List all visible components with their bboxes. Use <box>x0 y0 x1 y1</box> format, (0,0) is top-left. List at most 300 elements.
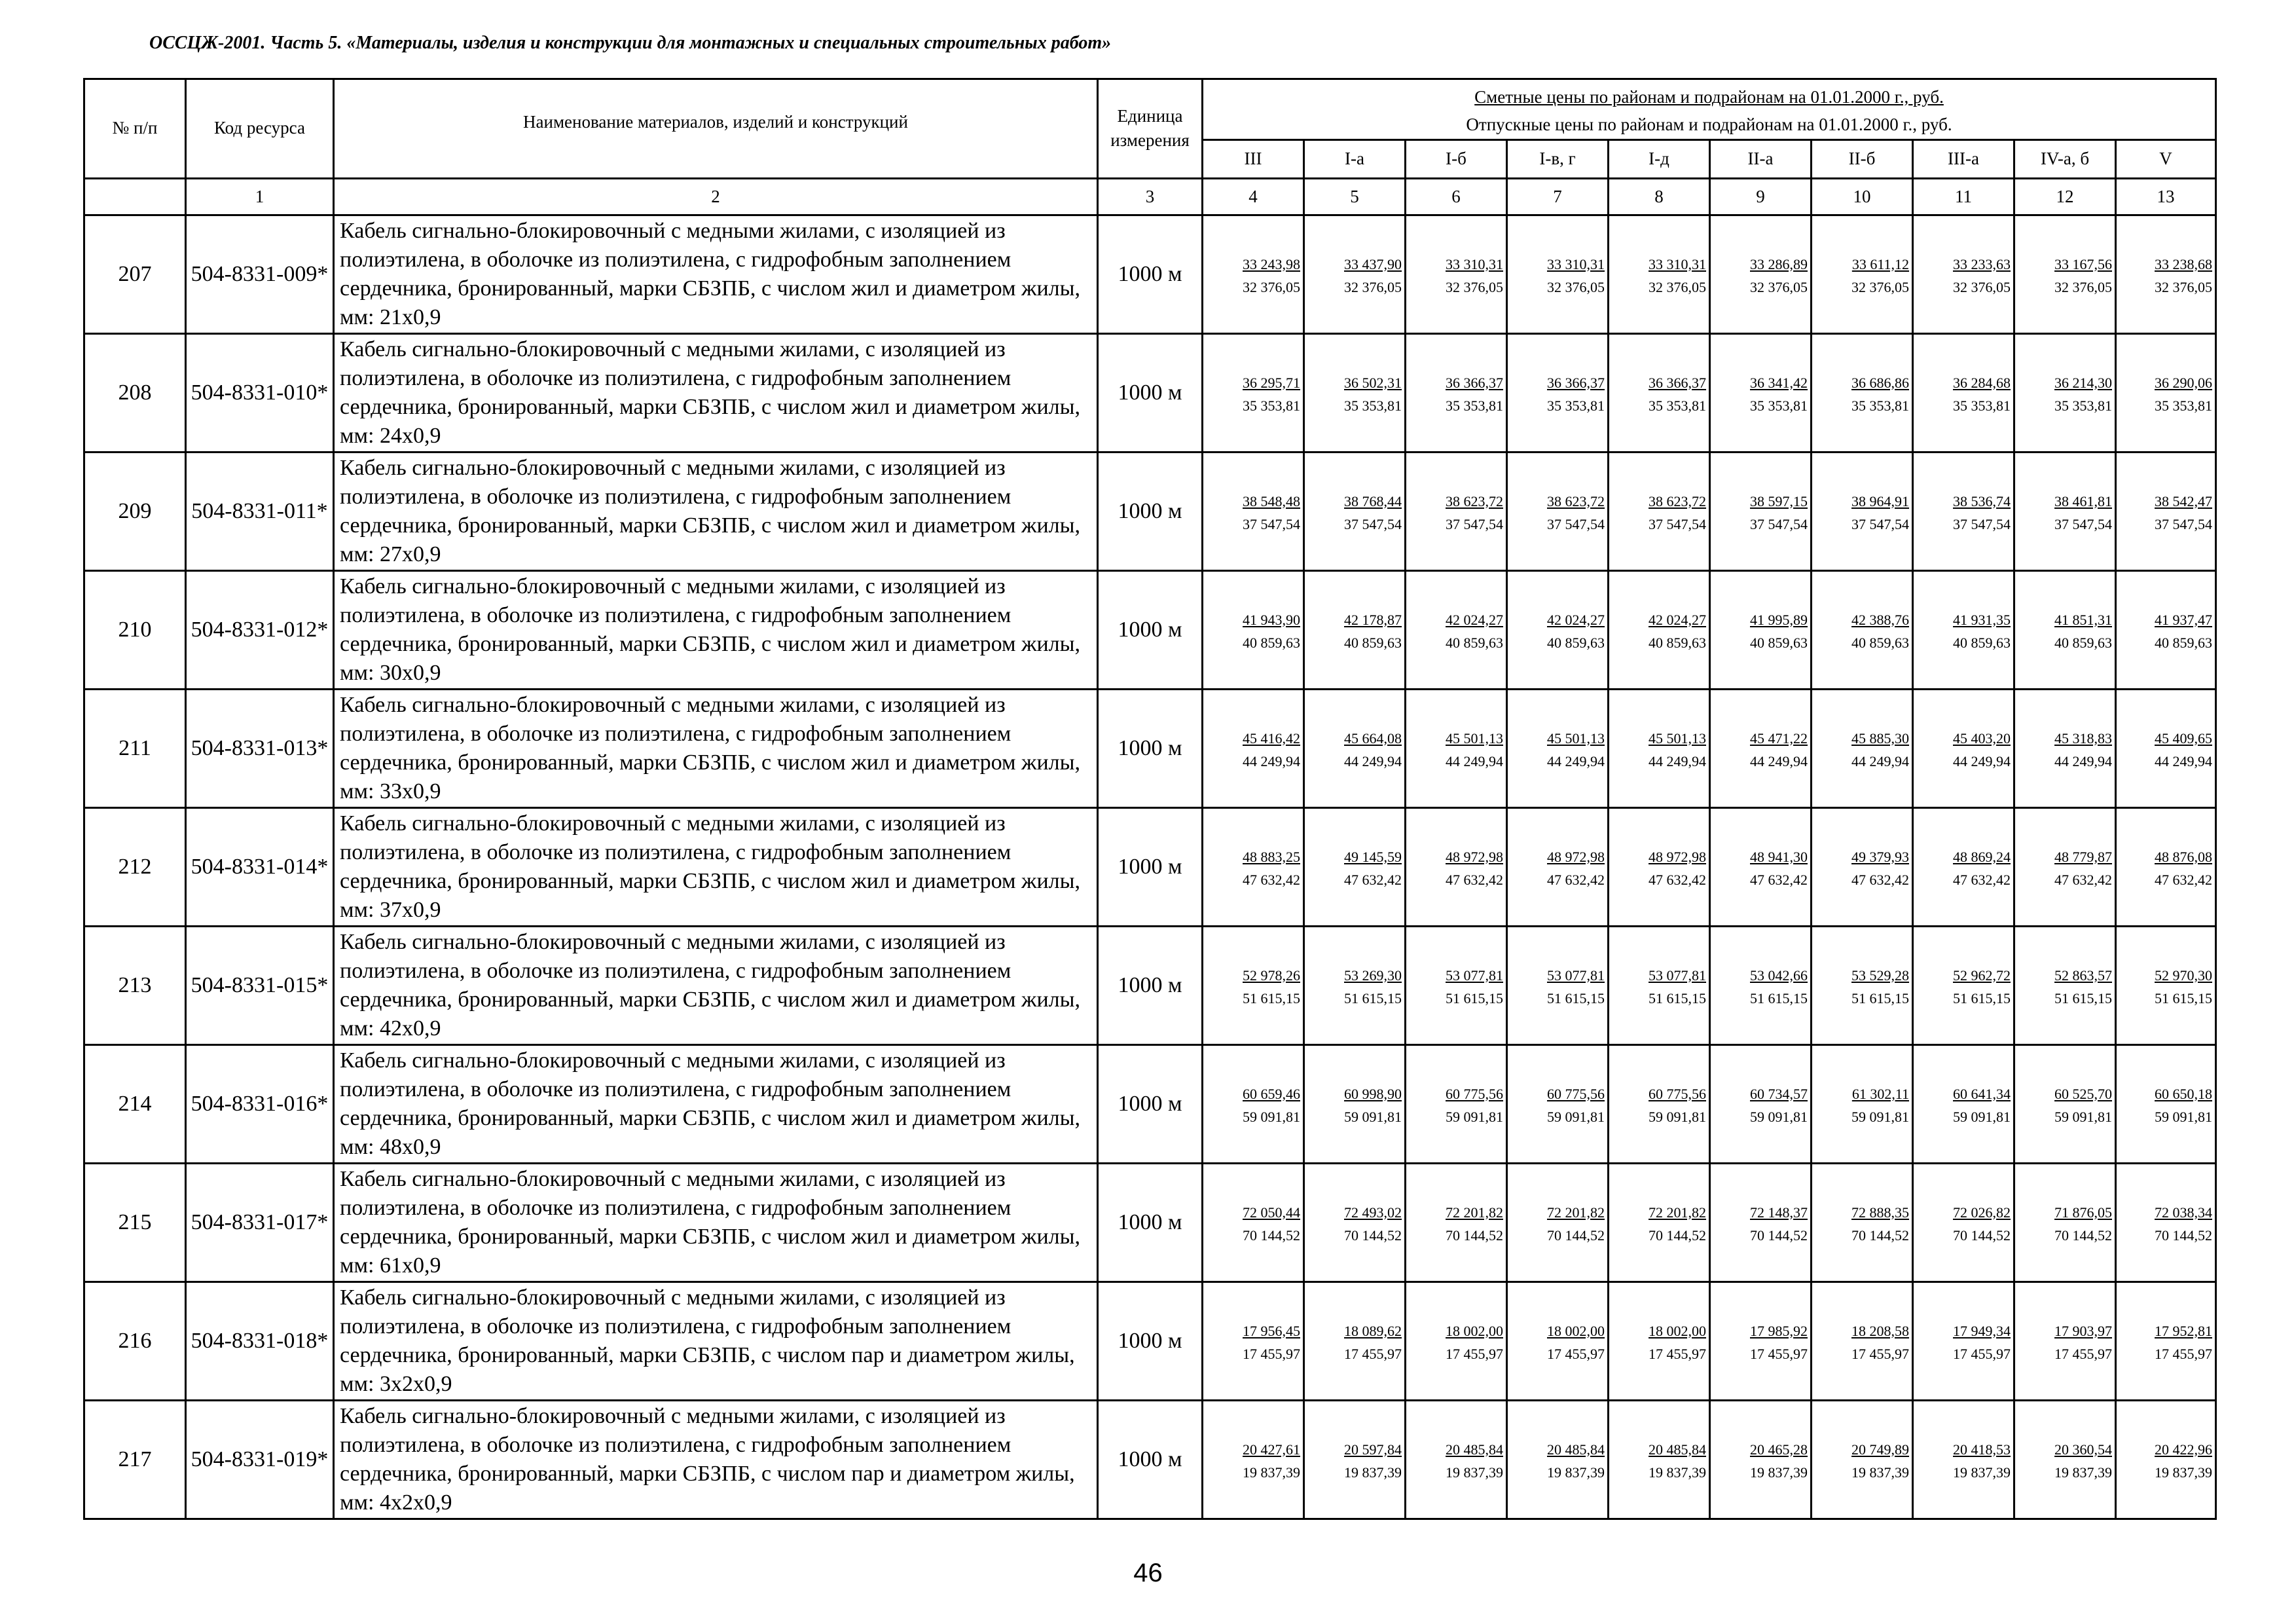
estimate-price: 72 026,82 <box>1953 1204 2011 1221</box>
price-cell <box>1812 1163 1913 1282</box>
table-row <box>84 215 2216 333</box>
price-cell <box>2116 333 2216 452</box>
release-price: 37 547,54 <box>1851 515 1909 532</box>
release-price: 17 455,97 <box>1953 1345 2011 1362</box>
release-price: 35 353,81 <box>2155 397 2212 414</box>
column-number-cell: 13 <box>2116 178 2216 215</box>
estimate-price: 72 201,82 <box>1547 1204 1605 1221</box>
release-price: 44 249,94 <box>1750 752 1808 769</box>
price-cell <box>1710 807 1812 926</box>
price-cell <box>1406 1400 1507 1519</box>
column-number-cell: 9 <box>1710 178 1812 215</box>
price-cell <box>1304 807 1406 926</box>
release-price: 37 547,54 <box>1547 515 1605 532</box>
price-cell <box>1304 452 1406 570</box>
estimate-price: 36 502,31 <box>1344 374 1402 391</box>
release-price: 47 632,42 <box>2155 871 2212 888</box>
estimate-price: 60 650,18 <box>2155 1085 2212 1102</box>
estimate-price: 36 284,68 <box>1953 374 2011 391</box>
release-price: 44 249,94 <box>1547 752 1605 769</box>
release-price: 70 144,52 <box>2054 1227 2112 1244</box>
release-price: 17 455,97 <box>1243 1345 1300 1362</box>
release-price: 59 091,81 <box>1851 1108 1909 1125</box>
release-price: 35 353,81 <box>1344 397 1402 414</box>
price-cell <box>2014 926 2116 1044</box>
price-cell <box>1913 1044 2014 1163</box>
price-cell <box>1812 1282 1913 1400</box>
row-number: 208 <box>84 333 186 452</box>
estimate-price: 42 024,27 <box>1547 611 1605 628</box>
price-cell <box>1406 215 1507 333</box>
release-price: 32 376,05 <box>2155 278 2212 295</box>
price-cell <box>1812 452 1913 570</box>
release-price: 51 615,15 <box>1243 989 1300 1006</box>
estimate-price: 36 366,37 <box>1446 374 1503 391</box>
estimate-price: 60 659,46 <box>1243 1085 1300 1102</box>
release-price: 37 547,54 <box>1750 515 1808 532</box>
column-number-cell: 11 <box>1913 178 2014 215</box>
region-header-cell: I-б <box>1406 139 1507 178</box>
price-cell <box>2116 452 2216 570</box>
page-number: 46 <box>1133 1559 1163 1587</box>
material-name: Кабель сигнально-блокировочный с медными жилами, с изоляцией из полиэтилена, в оболочке из полиэтилена, с гидрофобным заполнением сердечника, бронированный, марки СБЗПБ, с числом жил и диаметром жилы, мм: 21х0,9 <box>334 215 1098 333</box>
release-price: 59 091,81 <box>1953 1108 2011 1125</box>
release-price: 47 632,42 <box>2054 871 2112 888</box>
price-cell <box>1609 1044 1710 1163</box>
region-header-cell: I-д <box>1609 139 1710 178</box>
estimate-price: 53 077,81 <box>1446 967 1503 984</box>
release-price: 19 837,39 <box>2054 1464 2112 1481</box>
estimate-price: 45 501,13 <box>1446 729 1503 747</box>
column-number-cell: 10 <box>1812 178 1913 215</box>
page-header: ОССЦЖ-2001. Часть 5. «Материалы, изделия и конструкции для монтажных и специальных строительных работ» <box>149 33 1112 53</box>
release-price: 40 859,63 <box>1649 634 1706 651</box>
estimate-price: 33 437,90 <box>1344 255 1402 272</box>
estimate-price: 33 611,12 <box>1851 255 1909 272</box>
estimate-price: 20 360,54 <box>2054 1441 2112 1458</box>
price-cell <box>1609 926 1710 1044</box>
price-cell <box>1406 1163 1507 1282</box>
estimate-price: 17 903,97 <box>2054 1322 2112 1339</box>
release-price: 40 859,63 <box>2155 634 2212 651</box>
estimate-price: 60 641,34 <box>1953 1085 2011 1102</box>
price-cell <box>1913 570 2014 689</box>
estimate-price: 72 201,82 <box>1446 1204 1503 1221</box>
estimate-price: 38 964,91 <box>1851 492 1909 509</box>
unit-of-measure: 1000 м <box>1098 452 1203 570</box>
region-header-cell: IV-а, б <box>2014 139 2116 178</box>
material-name: Кабель сигнально-блокировочный с медными жилами, с изоляцией из полиэтилена, в оболочке из полиэтилена, с гидрофобным заполнением сердечника, бронированный, марки СБЗПБ, с числом пар и диаметром жилы, мм: 4х2х0,9 <box>334 1400 1098 1519</box>
release-price: 37 547,54 <box>2155 515 2212 532</box>
column-number-cell: 1 <box>186 178 334 215</box>
estimate-price: 33 233,63 <box>1953 255 2011 272</box>
price-cell <box>2014 333 2116 452</box>
release-price: 40 859,63 <box>1243 634 1300 651</box>
header-estimate-prices: Сметные цены по районам и подрайонам на 01.01.2000 г., руб. <box>1474 87 1944 107</box>
estimate-price: 42 024,27 <box>1649 611 1706 628</box>
estimate-price: 52 863,57 <box>2054 967 2112 984</box>
resource-code: 504-8331-013* <box>186 689 334 807</box>
price-cell <box>1507 570 1609 689</box>
price-cell <box>1710 215 1812 333</box>
resource-code: 504-8331-015* <box>186 926 334 1044</box>
release-price: 47 632,42 <box>1851 871 1909 888</box>
release-price: 40 859,63 <box>1446 634 1503 651</box>
estimate-price: 33 243,98 <box>1243 255 1300 272</box>
price-cell <box>1913 1282 2014 1400</box>
material-name: Кабель сигнально-блокировочный с медными жилами, с изоляцией из полиэтилена, в оболочке из полиэтилена, с гидрофобным заполнением сердечника, бронированный, марки СБЗПБ, с числом жил и диаметром жилы, мм: 48х0,9 <box>334 1044 1098 1163</box>
price-cell <box>2116 689 2216 807</box>
estimate-price: 72 201,82 <box>1649 1204 1706 1221</box>
estimate-price: 48 972,98 <box>1649 848 1706 865</box>
table-row <box>84 1163 2216 1282</box>
estimate-price: 72 148,37 <box>1750 1204 1808 1221</box>
column-number-cell <box>84 178 186 215</box>
table-body <box>84 215 2216 1519</box>
price-cell <box>1913 452 2014 570</box>
release-price: 59 091,81 <box>2054 1108 2112 1125</box>
estimate-price: 36 686,86 <box>1851 374 1909 391</box>
release-price: 59 091,81 <box>1446 1108 1503 1125</box>
release-price: 19 837,39 <box>1750 1464 1808 1481</box>
table-row <box>84 689 2216 807</box>
release-price: 37 547,54 <box>1953 515 2011 532</box>
estimate-price: 41 995,89 <box>1750 611 1808 628</box>
row-number: 217 <box>84 1400 186 1519</box>
price-cell <box>2116 1282 2216 1400</box>
estimate-price: 17 949,34 <box>1953 1322 2011 1339</box>
release-price: 17 455,97 <box>2054 1345 2112 1362</box>
estimate-price: 36 214,30 <box>2054 374 2112 391</box>
price-cell <box>1913 689 2014 807</box>
estimate-price: 18 089,62 <box>1344 1322 1402 1339</box>
price-cell <box>2014 452 2116 570</box>
price-cell <box>1304 570 1406 689</box>
price-cell <box>1913 215 2014 333</box>
price-cell <box>1507 452 1609 570</box>
estimate-price: 38 623,72 <box>1547 492 1605 509</box>
release-price: 19 837,39 <box>1851 1464 1909 1481</box>
price-cell <box>1913 1400 2014 1519</box>
price-cell <box>1507 926 1609 1044</box>
release-price: 59 091,81 <box>1243 1108 1300 1125</box>
price-cell <box>1609 689 1710 807</box>
unit-of-measure: 1000 м <box>1098 689 1203 807</box>
price-cell <box>1203 689 1304 807</box>
price-cell <box>1812 1044 1913 1163</box>
estimate-price: 38 623,72 <box>1649 492 1706 509</box>
release-price: 19 837,39 <box>1953 1464 2011 1481</box>
price-cell <box>1406 452 1507 570</box>
price-cell <box>1304 926 1406 1044</box>
estimate-price: 18 002,00 <box>1446 1322 1503 1339</box>
release-price: 19 837,39 <box>2155 1464 2212 1481</box>
price-cell <box>1203 1044 1304 1163</box>
estimate-price: 38 548,48 <box>1243 492 1300 509</box>
estimate-price: 38 597,15 <box>1750 492 1808 509</box>
estimate-price: 33 310,31 <box>1547 255 1605 272</box>
estimate-price: 36 290,06 <box>2155 374 2212 391</box>
row-number: 212 <box>84 807 186 926</box>
region-header-cell: II-б <box>1812 139 1913 178</box>
header-col-code: Код ресурса <box>186 79 334 179</box>
estimate-price: 53 269,30 <box>1344 967 1402 984</box>
price-cell <box>1812 333 1913 452</box>
price-cell <box>1710 1282 1812 1400</box>
estimate-price: 52 970,30 <box>2155 967 2212 984</box>
estimate-price: 52 978,26 <box>1243 967 1300 984</box>
estimate-price: 38 542,47 <box>2155 492 2212 509</box>
material-name: Кабель сигнально-блокировочный с медными жилами, с изоляцией из полиэтилена, в оболочке из полиэтилена, с гидрофобным заполнением сердечника, бронированный, марки СБЗПБ, с числом жил и диаметром жилы, мм: 42х0,9 <box>334 926 1098 1044</box>
release-price: 32 376,05 <box>1953 278 2011 295</box>
price-cell <box>2116 1163 2216 1282</box>
estimate-price: 48 972,98 <box>1547 848 1605 865</box>
release-price: 51 615,15 <box>2054 989 2112 1006</box>
row-number: 213 <box>84 926 186 1044</box>
release-price: 40 859,63 <box>1547 634 1605 651</box>
estimate-price: 53 042,66 <box>1750 967 1808 984</box>
header-col-no: № п/п <box>84 79 186 179</box>
estimate-price: 48 869,24 <box>1953 848 2011 865</box>
estimate-price: 20 465,28 <box>1750 1441 1808 1458</box>
estimate-price: 45 885,30 <box>1851 729 1909 747</box>
header-release-prices: Отпускные цены по районам и подрайонам на 01.01.2000 г., руб. <box>1466 114 1952 134</box>
unit-of-measure: 1000 м <box>1098 570 1203 689</box>
column-number-cell: 3 <box>1098 178 1203 215</box>
table-row <box>84 1044 2216 1163</box>
release-price: 47 632,42 <box>1750 871 1808 888</box>
column-number-cell: 12 <box>2014 178 2116 215</box>
price-cell <box>1812 1400 1913 1519</box>
estimate-price: 33 310,31 <box>1446 255 1503 272</box>
release-price: 51 615,15 <box>1953 989 2011 1006</box>
price-cell <box>1406 689 1507 807</box>
price-cell <box>2116 570 2216 689</box>
price-cell <box>1406 1044 1507 1163</box>
release-price: 47 632,42 <box>1243 871 1300 888</box>
estimate-price: 71 876,05 <box>2054 1204 2112 1221</box>
price-cell <box>2014 689 2116 807</box>
header-col-name: Наименование материалов, изделий и конструкций <box>334 79 1098 179</box>
release-price: 17 455,97 <box>1649 1345 1706 1362</box>
release-price: 19 837,39 <box>1446 1464 1503 1481</box>
release-price: 17 455,97 <box>1446 1345 1503 1362</box>
estimate-price: 48 972,98 <box>1446 848 1503 865</box>
table-row <box>84 452 2216 570</box>
column-number-cell: 7 <box>1507 178 1609 215</box>
region-header-cell: V <box>2116 139 2216 178</box>
estimate-price: 45 501,13 <box>1649 729 1706 747</box>
estimate-price: 20 749,89 <box>1851 1441 1909 1458</box>
release-price: 40 859,63 <box>2054 634 2112 651</box>
unit-of-measure: 1000 м <box>1098 215 1203 333</box>
release-price: 47 632,42 <box>1649 871 1706 888</box>
release-price: 51 615,15 <box>1649 989 1706 1006</box>
estimate-price: 72 493,02 <box>1344 1204 1402 1221</box>
estimate-price: 60 998,90 <box>1344 1085 1402 1102</box>
estimate-price: 60 775,56 <box>1649 1085 1706 1102</box>
release-price: 40 859,63 <box>1344 634 1402 651</box>
release-price: 17 455,97 <box>1851 1345 1909 1362</box>
estimate-price: 48 941,30 <box>1750 848 1808 865</box>
estimate-price: 61 302,11 <box>1851 1085 1909 1102</box>
price-cell <box>2014 1400 2116 1519</box>
release-price: 44 249,94 <box>1243 752 1300 769</box>
price-cell <box>1507 1044 1609 1163</box>
price-cell <box>1304 215 1406 333</box>
release-price: 44 249,94 <box>1344 752 1402 769</box>
resource-code: 504-8331-014* <box>186 807 334 926</box>
release-price: 70 144,52 <box>1547 1227 1605 1244</box>
price-cell <box>1812 926 1913 1044</box>
row-number: 209 <box>84 452 186 570</box>
region-header-cell: I-а <box>1304 139 1406 178</box>
release-price: 44 249,94 <box>2155 752 2212 769</box>
price-cell <box>1203 1163 1304 1282</box>
estimate-price: 60 775,56 <box>1446 1085 1503 1102</box>
release-price: 37 547,54 <box>1243 515 1300 532</box>
price-cell <box>1609 570 1710 689</box>
estimate-price: 33 286,89 <box>1750 255 1808 272</box>
price-cell <box>1507 1163 1609 1282</box>
estimate-price: 33 167,56 <box>2054 255 2112 272</box>
release-price: 17 455,97 <box>1547 1345 1605 1362</box>
material-name: Кабель сигнально-блокировочный с медными жилами, с изоляцией из полиэтилена, в оболочке из полиэтилена, с гидрофобным заполнением сердечника, бронированный, марки СБЗПБ, с числом пар и диаметром жилы, мм: 3х2х0,9 <box>334 1282 1098 1400</box>
table-row <box>84 570 2216 689</box>
row-number: 215 <box>84 1163 186 1282</box>
price-cell <box>1710 1044 1812 1163</box>
table-row <box>84 1282 2216 1400</box>
price-cell <box>1710 333 1812 452</box>
estimate-price: 36 341,42 <box>1750 374 1808 391</box>
price-cell <box>1304 1044 1406 1163</box>
release-price: 44 249,94 <box>1649 752 1706 769</box>
row-number: 210 <box>84 570 186 689</box>
resource-code: 504-8331-016* <box>186 1044 334 1163</box>
estimate-price: 17 956,45 <box>1243 1322 1300 1339</box>
price-cell <box>2014 807 2116 926</box>
estimate-price: 45 501,13 <box>1547 729 1605 747</box>
estimate-price: 41 851,31 <box>2054 611 2112 628</box>
price-cell <box>1203 926 1304 1044</box>
price-cell <box>1203 570 1304 689</box>
estimate-price: 20 427,61 <box>1243 1441 1300 1458</box>
price-cell <box>1304 689 1406 807</box>
price-cell <box>1609 333 1710 452</box>
table-row <box>84 1400 2216 1519</box>
price-cell <box>1913 333 2014 452</box>
release-price: 70 144,52 <box>1750 1227 1808 1244</box>
price-cell <box>1406 807 1507 926</box>
estimate-price: 60 734,57 <box>1750 1085 1808 1102</box>
estimate-price: 49 379,93 <box>1851 848 1909 865</box>
price-cell <box>1304 1163 1406 1282</box>
release-price: 35 353,81 <box>1851 397 1909 414</box>
resource-code: 504-8331-011* <box>186 452 334 570</box>
resource-code: 504-8331-009* <box>186 215 334 333</box>
table-row <box>84 333 2216 452</box>
price-cell <box>2014 1163 2116 1282</box>
release-price: 35 353,81 <box>1547 397 1605 414</box>
price-cell <box>1609 452 1710 570</box>
release-price: 40 859,63 <box>1750 634 1808 651</box>
row-number: 207 <box>84 215 186 333</box>
estimate-price: 53 077,81 <box>1547 967 1605 984</box>
resource-code: 504-8331-019* <box>186 1400 334 1519</box>
estimate-price: 53 077,81 <box>1649 967 1706 984</box>
unit-of-measure: 1000 м <box>1098 1400 1203 1519</box>
price-cell <box>1812 570 1913 689</box>
release-price: 17 455,97 <box>1344 1345 1402 1362</box>
price-cell <box>1609 215 1710 333</box>
release-price: 59 091,81 <box>1344 1108 1402 1125</box>
estimate-price: 20 418,53 <box>1953 1441 2011 1458</box>
material-name: Кабель сигнально-блокировочный с медными жилами, с изоляцией из полиэтилена, в оболочке из полиэтилена, с гидрофобным заполнением сердечника, бронированный, марки СБЗПБ, с числом жил и диаметром жилы, мм: 27х0,9 <box>334 452 1098 570</box>
price-cell <box>1203 1400 1304 1519</box>
price-cell <box>1507 1400 1609 1519</box>
unit-of-measure: 1000 м <box>1098 333 1203 452</box>
release-price: 44 249,94 <box>1953 752 2011 769</box>
estimate-price: 38 623,72 <box>1446 492 1503 509</box>
estimate-price: 45 403,20 <box>1953 729 2011 747</box>
material-name: Кабель сигнально-блокировочный с медными жилами, с изоляцией из полиэтилена, в оболочке из полиэтилена, с гидрофобным заполнением сердечника, бронированный, марки СБЗПБ, с числом жил и диаметром жилы, мм: 24х0,9 <box>334 333 1098 452</box>
price-cell <box>1507 1282 1609 1400</box>
estimate-price: 48 779,87 <box>2054 848 2112 865</box>
table-row <box>84 807 2216 926</box>
price-cell <box>2014 1044 2116 1163</box>
price-cell <box>1203 1282 1304 1400</box>
unit-of-measure: 1000 м <box>1098 1163 1203 1282</box>
price-cell <box>1507 215 1609 333</box>
estimate-price: 52 962,72 <box>1953 967 2011 984</box>
price-cell <box>1203 215 1304 333</box>
estimate-price: 48 876,08 <box>2155 848 2212 865</box>
price-cell <box>1203 333 1304 452</box>
release-price: 51 615,15 <box>2155 989 2212 1006</box>
unit-of-measure: 1000 м <box>1098 926 1203 1044</box>
release-price: 37 547,54 <box>1446 515 1503 532</box>
release-price: 59 091,81 <box>1649 1108 1706 1125</box>
release-price: 40 859,63 <box>1851 634 1909 651</box>
release-price: 35 353,81 <box>1750 397 1808 414</box>
price-cell <box>1710 1400 1812 1519</box>
price-cell <box>1304 333 1406 452</box>
release-price: 44 249,94 <box>1446 752 1503 769</box>
estimate-price: 38 461,81 <box>2054 492 2112 509</box>
estimate-price: 72 050,44 <box>1243 1204 1300 1221</box>
estimate-price: 33 238,68 <box>2155 255 2212 272</box>
price-cell <box>1913 807 2014 926</box>
price-cell <box>1710 570 1812 689</box>
release-price: 51 615,15 <box>1344 989 1402 1006</box>
release-price: 51 615,15 <box>1446 989 1503 1006</box>
column-number-cell: 6 <box>1406 178 1507 215</box>
release-price: 59 091,81 <box>2155 1108 2212 1125</box>
release-price: 17 455,97 <box>2155 1345 2212 1362</box>
estimate-price: 53 529,28 <box>1851 967 1909 984</box>
estimate-price: 45 416,42 <box>1243 729 1300 747</box>
estimate-price: 36 295,71 <box>1243 374 1300 391</box>
row-number: 214 <box>84 1044 186 1163</box>
estimate-price: 60 525,70 <box>2054 1085 2112 1102</box>
release-price: 17 455,97 <box>1750 1345 1808 1362</box>
release-price: 70 144,52 <box>1953 1227 2011 1244</box>
resource-code: 504-8331-018* <box>186 1282 334 1400</box>
material-name: Кабель сигнально-блокировочный с медными жилами, с изоляцией из полиэтилена, в оболочке из полиэтилена, с гидрофобным заполнением сердечника, бронированный, марки СБЗПБ, с числом жил и диаметром жилы, мм: 33х0,9 <box>334 689 1098 807</box>
estimate-price: 17 985,92 <box>1750 1322 1808 1339</box>
estimate-price: 42 024,27 <box>1446 611 1503 628</box>
release-price: 44 249,94 <box>1851 752 1909 769</box>
